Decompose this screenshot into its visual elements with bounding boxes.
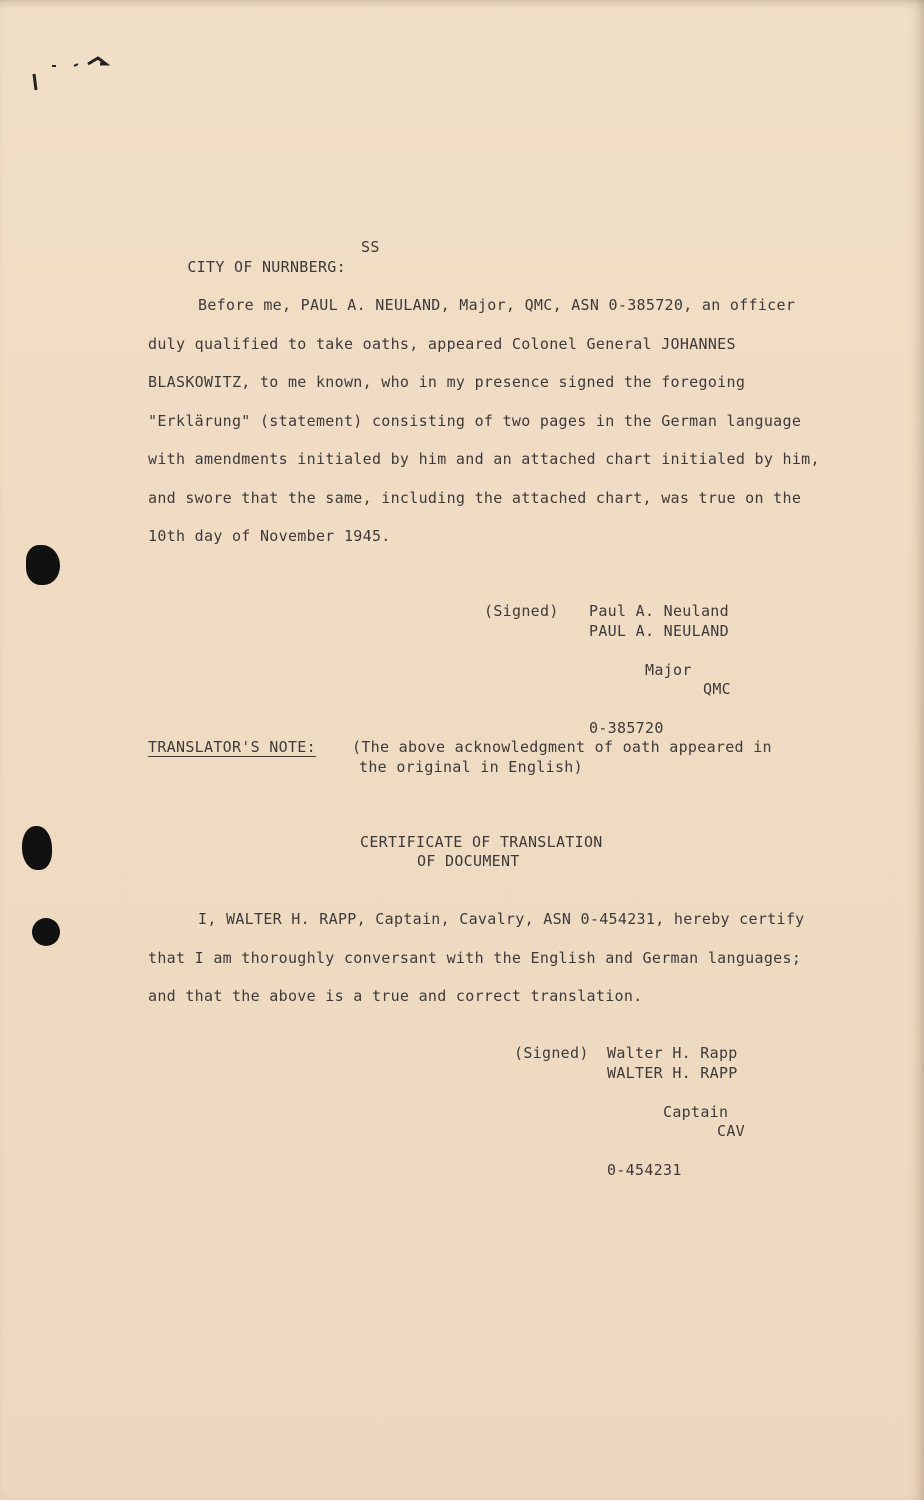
signature-block-neuland [484,602,559,622]
signature-text: Walter H. Rapp [607,1044,738,1062]
signed-label: (Signed) [514,1044,589,1062]
ss-label: SS [361,238,380,256]
translator-note-line1: (The above acknowledgment of oath appeared in [352,738,772,756]
acknowledgment-paragraph: Before me, PAUL A. NEULAND, Major, QMC, ASN 0-385720, an officer duly qualified to take oaths, appeared Colonel General JOHANNES BLASKOWITZ, to me known, who in my presence signed the foregoing "Erklärung" (statement) consisting of two pages in the German language with amendments initialed by him and an attached chart initialed by him, and swore that the same, including the attached chart, was true on the 10th day of November 1945. [148,296,820,545]
binder-hole-top [26,545,60,585]
signature-block-rapp [514,1044,589,1064]
translator-note-line2: the original in English) [359,758,583,776]
certificate-paragraph: I, WALTER H. RAPP, Captain, Cavalry, ASN 0-454231, hereby certify that I am thoroughly conversant with the English and German languages; and that the above is a true and correct translation. [148,910,805,1005]
signer-name: PAUL A. NEULAND [589,621,729,640]
signer-rank-branch [607,1083,767,1161]
signer-branch: QMC [703,680,731,698]
signer-branch: CAV [717,1122,745,1140]
translator-note-label: TRANSLATOR'S NOTE: [148,738,316,756]
signature-details-rapp [607,1044,767,1181]
signer-rank-branch [589,641,749,719]
signer-rank: Captain [663,1102,729,1121]
binder-hole-middle [22,826,52,870]
signer-serial: 0-454231 [607,1161,682,1179]
signature-text: Paul A. Neuland [589,602,729,620]
certificate-title-line1: CERTIFICATE OF TRANSLATION [360,833,603,851]
venue-label: CITY OF NURNBERG: [187,258,346,276]
signature-details-neuland [589,602,749,739]
certificate-title-line2: OF DOCUMENT [417,852,520,870]
binder-hole-bottom [32,918,60,946]
corner-mark [28,52,118,92]
signer-rank: Major [645,660,692,679]
signed-label: (Signed) [484,602,559,620]
signer-name: WALTER H. RAPP [607,1063,738,1082]
signer-serial: 0-385720 [589,719,664,737]
